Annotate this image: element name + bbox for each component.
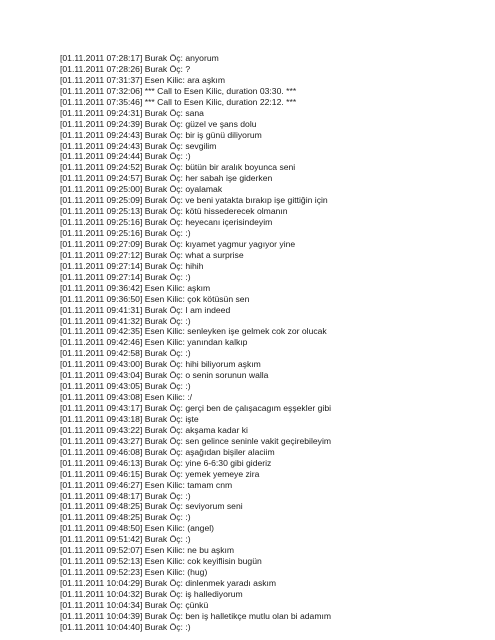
chat-line: [01.11.2011 09:43:04] Burak Öç: o senin sorunun walla [60,370,269,381]
chat-line: [01.11.2011 09:52:13] Esen Kilic: cok keyiflisin bugün [60,556,262,567]
chat-line: [01.11.2011 09:43:27] Burak Öç: sen gelince seninle vakit geçirebileyim [60,435,332,446]
chat-line: [01.11.2011 09:41:32] Burak Öç: :) [60,315,191,326]
chat-line: [01.11.2011 10:04:39] Burak Öç: ben iş halletikçe mutlu olan bi adamım [60,610,332,621]
chat-line: [01.11.2011 10:04:34] Burak Öç: çünkü [60,599,209,610]
chat-line: [01.11.2011 09:43:22] Burak Öç: akşama kadar ki [60,424,248,435]
chat-line: [01.11.2011 09:42:46] Esen Kilic: yanından kalkıp [60,337,248,348]
chat-line: [01.11.2011 07:35:46] *** Call to Esen Kilic, duration 22:12. *** [60,96,297,107]
chat-line: [01.11.2011 10:04:32] Burak Öç: iş hallediyorum [60,588,243,599]
chat-line: [01.11.2011 09:43:17] Burak Öç: gerçi ben de çalışacagım eşşekler gibi [60,403,332,413]
chat-log [60,53,480,633]
chat-line: [01.11.2011 09:24:44] Burak Öç: :) [60,151,191,162]
chat-line: [01.11.2011 09:25:13] Burak Öç: kötü hissederecek olmanın [60,206,288,217]
chat-line: [01.11.2011 09:43:08] Esen Kilic: :/ [60,392,193,403]
chat-line: [01.11.2011 09:24:57] Burak Öç: her sabah işe giderken [60,173,273,184]
chat-line: [01.11.2011 07:28:26] Burak Öç: ? [60,63,191,74]
chat-line: [01.11.2011 10:04:29] Burak Öç: dinlenmek yaradı askım [60,578,277,588]
chat-line: [01.11.2011 09:24:52] Burak Öç: bütün bir aralık boyunca seni [60,162,296,173]
chat-line: [01.11.2011 09:25:16] Burak Öç: heyecanı içerisindeyim [60,217,273,228]
chat-line: [01.11.2011 09:24:39] Burak Öç: güzel ve şans dolu [60,118,257,129]
chat-line: [01.11.2011 09:36:42] Esen Kilic: aşkım [60,282,211,293]
chat-line: [01.11.2011 09:27:14] Burak Öç: hihih [60,260,204,271]
chat-line: [01.11.2011 09:51:42] Burak Öç: :) [60,534,191,545]
chat-line: [01.11.2011 09:24:31] Burak Öç: sana [60,107,204,118]
chat-line: [01.11.2011 09:48:17] Burak Öç: :) [60,490,191,501]
chat-line: [01.11.2011 09:24:43] Burak Öç: sevgilim [60,140,217,151]
chat-line: [01.11.2011 09:48:25] Burak Öç: :) [60,512,191,523]
chat-line: [01.11.2011 09:43:05] Burak Öç: :) [60,381,191,392]
chat-line: [01.11.2011 09:46:08] Burak Öç: aşağıdan bişiler alaciim [60,446,275,457]
chat-line: [01.11.2011 09:46:13] Burak Öç: yine 6-6:30 gibi gideriz [60,457,272,468]
chat-line: [01.11.2011 09:41:31] Burak Öç: I am indeed [60,304,231,315]
chat-line: [01.11.2011 09:42:58] Burak Öç: :) [60,348,191,359]
chat-line: [01.11.2011 07:31:37] Esen Kilic: ara aşkım [60,74,225,85]
chat-line: [01.11.2011 09:27:12] Burak Öç: what a surprise [60,249,244,260]
chat-line: [01.11.2011 09:52:23] Esen Kilic: (hug) [60,567,208,578]
chat-line: [01.11.2011 09:42:35] Esen Kilic: senleyken işe gelmek cok zor olucak [60,326,327,337]
chat-line: [01.11.2011 09:48:25] Burak Öç: seviyorum seni [60,501,243,512]
chat-line: [01.11.2011 09:46:27] Esen Kilic: tamam cnm [60,479,233,490]
chat-line: [01.11.2011 07:32:06] *** Call to Esen Kilic, duration 03:30. *** [60,85,297,96]
chat-line: [01.11.2011 09:46:15] Burak Öç: yemek yemeye zira [60,468,260,479]
chat-line: [01.11.2011 09:27:09] Burak Öç: kıyamet yagmur yagıyor yine [60,238,296,249]
chat-line: [01.11.2011 09:25:00] Burak Öç: oyalamak [60,184,223,195]
chat-line: [01.11.2011 07:28:17] Burak Öç: anyorum [60,53,219,63]
chat-line: [01.11.2011 09:43:18] Burak Öç: işte [60,413,199,424]
chat-line: [01.11.2011 09:25:16] Burak Öç: :) [60,228,191,238]
chat-line: [01.11.2011 09:43:00] Burak Öç: hihi biliyorum aşkım [60,359,261,370]
chat-line: [01.11.2011 09:24:43] Burak Öç: bir iş günü diliyorum [60,129,262,140]
chat-line: [01.11.2011 09:36:50] Esen Kilic: çok kötüsün sen [60,293,250,304]
chat-line: [01.11.2011 10:04:40] Burak Öç: :) [60,621,191,632]
chat-line: [01.11.2011 09:48:50] Esen Kilic: (angel) [60,523,214,534]
chat-line: [01.11.2011 09:52:07] Esen Kilic: ne bu aşkım [60,545,235,556]
chat-line: [01.11.2011 09:25:09] Burak Öç: ve beni yatakta bırakıp işe gittiğin için [60,195,328,206]
chat-line: [01.11.2011 09:27:14] Burak Öç: :) [60,271,191,282]
